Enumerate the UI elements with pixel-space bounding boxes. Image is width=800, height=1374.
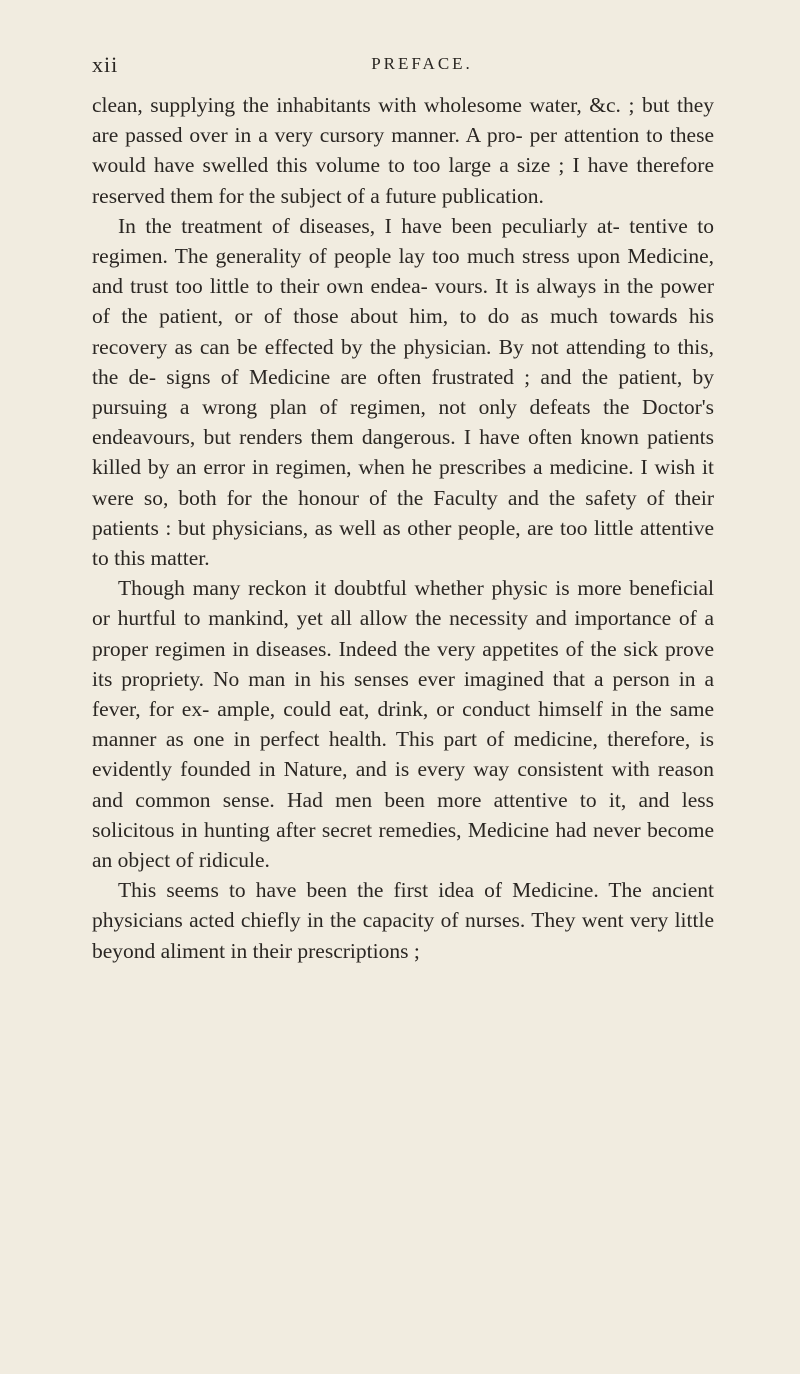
- paragraph-regimen: In the treatment of diseases, I have been peculiarly at- tentive to regimen. The generality of people lay too much stress upon Medicine, and trust too little to their own endea- vours. It is always in the power of the patient, or of those about him, to do as much towards his recovery as can be effected by the physician. By not attending to this, the de- signs of Medicine are often frustrated ; and the patient, by pursuing a wrong plan of regimen, not only defeats the Doctor's endeavours, but renders them dangerous. I have often known patients killed by an error in regimen, when he prescribes a medicine. I wish it were so, both for the honour of the Faculty and the safety of their patients : but physicians, as well as other people, are too little attentive to this matter.: [92, 213, 714, 571]
- running-head: PREFACE.: [371, 54, 473, 73]
- page-number: xii: [92, 52, 119, 77]
- body-text: [92, 90, 714, 966]
- paragraph-first-idea: This seems to have been the first idea of Medicine. The ancient physicians acted chiefly in the capacity of nurses. They went very little beyond aliment in their prescriptions ;: [92, 878, 714, 963]
- page-header: [92, 52, 712, 82]
- paragraph-continued: clean, supplying the inhabitants with wholesome water, &c. ; but they are passed over in a very cursory manner. A pro- per attention to these would have swelled this volume to too large a size ; I have therefore reserved them for the subject of a future publication.: [92, 93, 714, 208]
- paragraph-physic: Though many reckon it doubtful whether physic is more beneficial or hurtful to mankind, yet all allow the necessity and importance of a proper regimen in diseases. Indeed the very appetites of the sick prove its propriety. No man in his senses ever imagined that a person in a fever, for ex- ample, could eat, drink, or conduct himself in the same manner as one in perfect health. This part of medicine, therefore, is evidently founded in Nature, and is every way consistent with reason and common sense. Had men been more attentive to it, and less solicitous in hunting after secret remedies, Medicine had never become an object of ridicule.: [92, 576, 714, 873]
